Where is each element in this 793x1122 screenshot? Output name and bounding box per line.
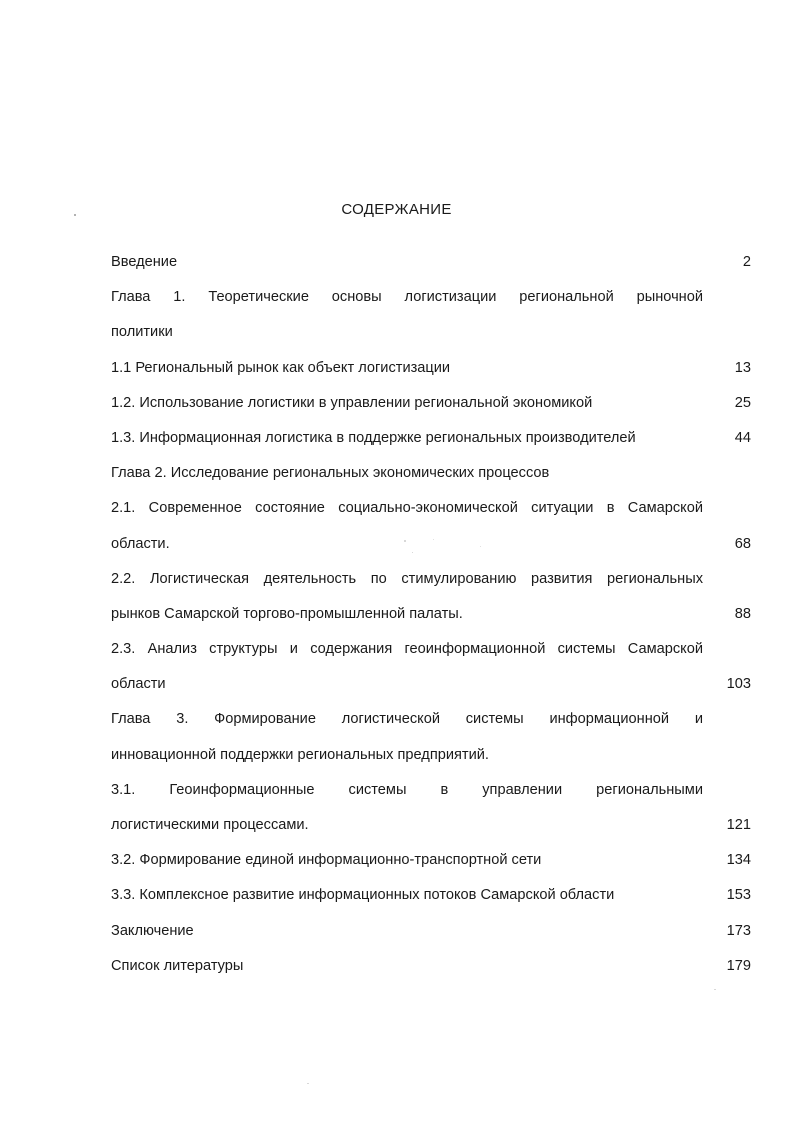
toc-entry-text: 1.3. Информационная логистика в поддержке региональных производителей	[111, 429, 636, 446]
toc-entry-text: логистическими процессами.	[111, 817, 309, 833]
toc-entry-section-3-1-cont	[111, 813, 751, 848]
toc-entry-page: 68	[734, 535, 751, 552]
toc-entry-section-3-3	[111, 883, 751, 918]
toc-entry-text: Список литературы	[111, 957, 244, 974]
toc-entry-text: 2.1. Современное состояние социально-экономической ситуации в Самарской	[111, 500, 703, 517]
toc-entry-text: области.	[111, 535, 170, 552]
toc-entry-text: Заключение	[111, 922, 194, 939]
toc-entry-chapter-1-cont	[111, 320, 751, 355]
toc-entry-page: 103	[726, 676, 751, 693]
toc-entry-page: 134	[726, 852, 751, 869]
toc-entry-text: 3.1. Геоинформационные системы в управлении региональными	[111, 781, 703, 798]
toc-entry-text: 3.2. Формирование единой информационно-транспортной сети	[111, 852, 542, 869]
toc-entry-text: области	[111, 676, 166, 693]
toc-entry-section-1-3	[111, 426, 751, 461]
scan-speck	[307, 1083, 309, 1084]
page-title: СОДЕРЖАНИЕ	[341, 201, 452, 218]
toc-entry-text: 1.1 Региональный рынок как объект логистизации	[111, 359, 451, 376]
toc-entry-text: Глава 2. Исследование региональных экономических процессов	[111, 465, 550, 482]
toc-entry-chapter-1	[111, 285, 751, 320]
toc-entry-section-2-2	[111, 567, 751, 602]
toc-entry-page: 179	[726, 957, 751, 974]
toc-entry-text: 2.3. Анализ структуры и содержания геоинформационной системы Самарской	[111, 641, 703, 658]
toc-entry-page: 121	[726, 817, 751, 833]
toc-entry-page: 44	[734, 429, 751, 446]
scan-speck	[714, 989, 716, 990]
toc-entry-section-3-1	[111, 778, 751, 813]
toc-entry-chapter-3-cont	[111, 743, 751, 778]
toc-entry-text: 1.2. Использование логистики в управлении региональной экономикой	[111, 394, 593, 411]
toc-entry-page: 2	[742, 254, 751, 270]
toc-entry-chapter-2	[111, 461, 751, 496]
toc-entry-references	[111, 954, 751, 989]
scan-speck	[480, 546, 481, 547]
toc-entry-page: 13	[734, 359, 751, 376]
toc-entry-section-2-1	[111, 496, 751, 531]
table-of-contents	[111, 250, 751, 989]
scan-speck	[74, 214, 76, 216]
toc-entry-section-3-2	[111, 848, 751, 883]
toc-entry-section-2-3	[111, 637, 751, 672]
toc-entry-page: 153	[726, 887, 751, 904]
toc-entry-section-1-1	[111, 356, 751, 391]
toc-entry-conclusion	[111, 919, 751, 954]
toc-entry-text: инновационной поддержки региональных предприятий.	[111, 746, 489, 763]
toc-entry-text: Глава 1. Теоретические основы логистизации региональной рыночной	[111, 289, 703, 306]
toc-entry-introduction	[111, 250, 751, 285]
scan-speck	[433, 539, 434, 540]
toc-entry-text: политики	[111, 324, 173, 341]
toc-entry-page: 25	[734, 394, 751, 411]
toc-entry-section-1-2	[111, 391, 751, 426]
scan-speck	[404, 540, 406, 542]
toc-entry-chapter-3	[111, 707, 751, 742]
toc-entry-page: 173	[726, 922, 751, 939]
toc-entry-text: Введение	[111, 254, 178, 270]
toc-entry-text: рынков Самарской торгово-промышленной палаты.	[111, 605, 463, 622]
toc-entry-text: 2.2. Логистическая деятельность по стимулированию развития региональных	[111, 570, 703, 587]
toc-entry-page: 88	[734, 605, 751, 622]
toc-entry-text: 3.3. Комплексное развитие информационных потоков Самарской области	[111, 887, 615, 904]
scan-speck	[412, 552, 413, 553]
toc-entry-section-2-2-cont	[111, 602, 751, 637]
toc-entry-text: Глава 3. Формирование логистической системы информационной и	[111, 711, 703, 728]
toc-entry-section-2-3-cont	[111, 672, 751, 707]
toc-entry-section-2-1-cont	[111, 532, 751, 567]
